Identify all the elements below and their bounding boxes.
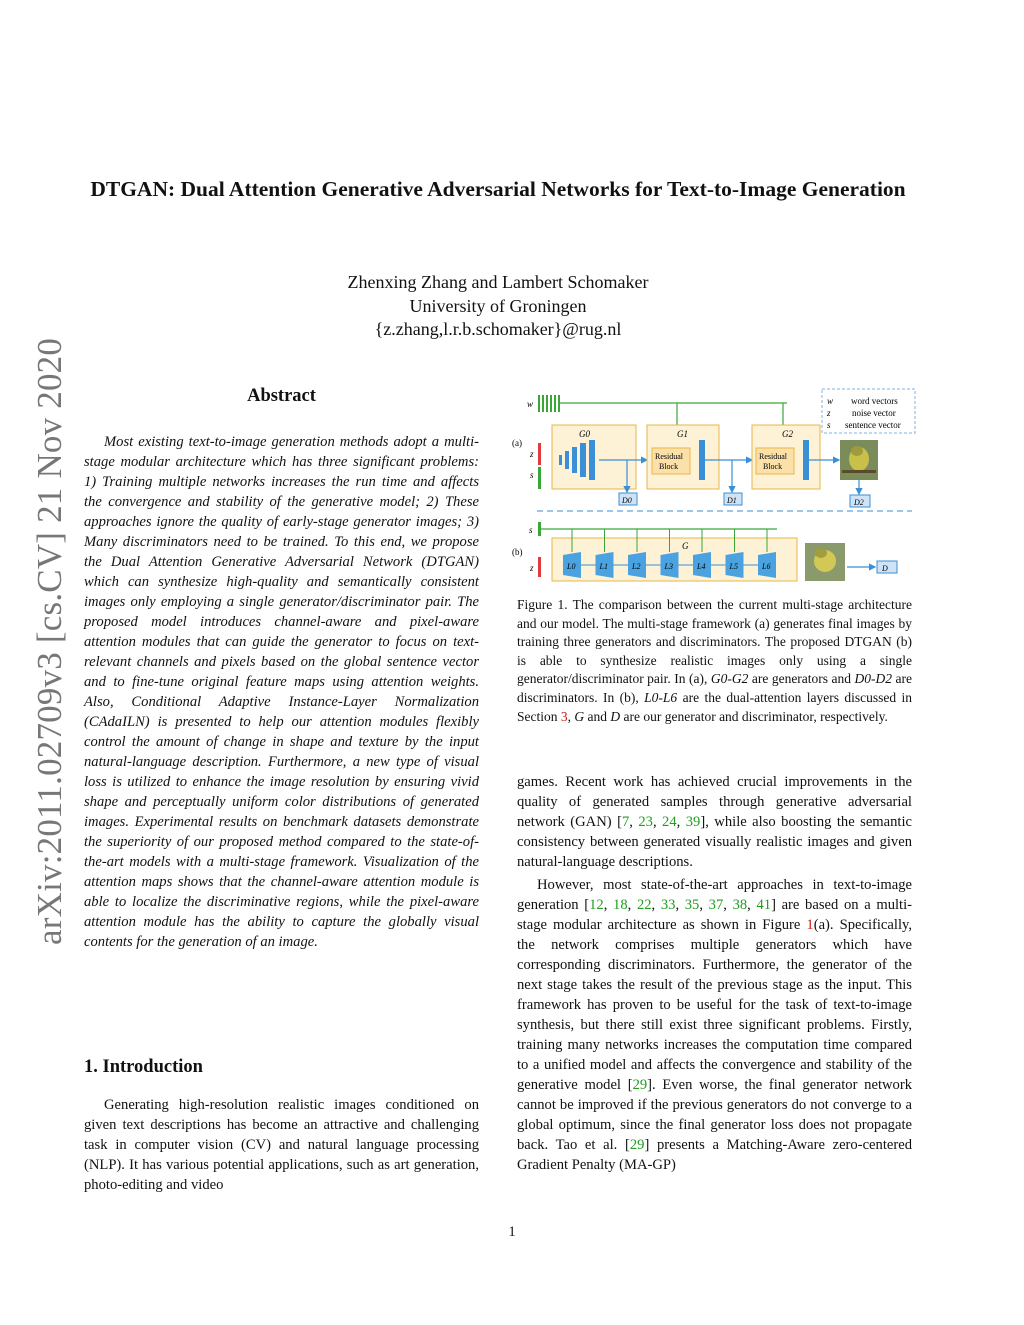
bird-image-b [805,543,845,581]
panel-b-noise-bar [538,557,541,577]
legend-z-text: noise vector [852,408,896,418]
g1-label: G1 [677,429,688,439]
panel-a-label: (a) [512,438,522,448]
page-number: 1 [508,1224,516,1240]
layer-label-3: L3 [664,562,673,571]
legend-s-symbol: s [827,420,831,430]
panel-a-z: z [530,449,534,459]
citation-link[interactable]: 18 [613,897,628,913]
d0-label: D0 [622,496,632,505]
panel-b-z: z [530,563,534,573]
citation-link[interactable]: 38 [732,897,748,913]
citation-link[interactable]: 33 [660,897,676,913]
residual-block-1-text-2: Block [659,462,679,471]
noise-vector-bar [538,443,541,465]
authors: Zhenxing Zhang and Lambert Schomaker [347,272,649,292]
residual-block-1-text: Residual [655,452,683,461]
citation-link[interactable]: 12 [589,897,604,913]
citation-link[interactable]: 24 [662,814,677,830]
author-block [200,271,796,342]
panel-b-label: (b) [512,547,523,557]
panel-b-sentence-bar [538,522,541,536]
affiliation: University of Groningen [409,295,587,316]
layer-label-6: L6 [762,562,771,571]
g2-label: G2 [782,429,793,439]
introduction-paragraph: Generating high-resolution realistic images conditioned on given text descriptions has become an attractive and challenging task in computer vision (CV) and natural language processing (NLP). It has various potential applications, such as art generation, photo-editing and video [84,1097,479,1193]
layer-label-4: L4 [697,562,706,571]
figure-1-caption: Figure 1. The comparison between the current multi-stage architecture and our model. The multi-stage framework (a) generates final images by training three generators and discriminators. The proposed DTGAN (b) is able to synthesize realistic images only using a single generator/discriminator pair. In (a), G0-G2 are generators and D0-D2 are discriminators. In (b), L0-L6 are the dual-attention layers discussed in Section 3, G and D are our generator and discriminator, respectively. [517,597,912,724]
citation-link[interactable]: 41 [756,897,772,913]
d-label: D [882,564,888,573]
citation-link[interactable]: 37 [708,897,724,913]
email[interactable]: {z.zhang,l.r.b.schomaker}@rug.nl [374,319,622,339]
sentence-vector-bar [538,467,541,489]
layer-label-0: L0 [567,562,576,571]
bird-image-a [840,440,878,480]
abstract-text: Most existing text-to-image generation methods adopt a multi-stage modular architecture which has three significant problems: 1) Training multiple networks increases the run time and affects the convergence and stability of the generative model; 2) These approaches ignore the quality of early-stage generator images; 3) Many discriminators need to be trained. To this end, we propose the Dual Attention Generative Adversarial Network (DTGAN) which can synthesize high-quality and semantically consistent images only employing a single generator/discriminator pair. The proposed model introduces channel-aware and pixel-aware attention modules that can guide the generator to focus on text-relevant channels and pixels based on the global sentence vector and to fine-tune original feature maps using attention weights. Also, Conditional Adaptive Instance-Layer Normalization (CAdaILN) is presented to help our attention modules flexibly control the amount of change in shape and texture by the input natural-language description. Furthermore, a new type of visual loss is utilized to enhance the image resolution by ensuring vivid shape and perceptually uniform color distributions of generated images. Experimental results on benchmark datasets demonstrate the superiority of our proposed method compared to the state-of-the-art models with a multi-stage framework. Visualization of the attention maps shows that the channel-aware attention module is able to localize the discriminative regions, while the pixel-aware attention module has the ability to capture the globally visual contents for the generation of an image. [84,434,479,950]
legend-s-text: sentence vector [845,420,901,430]
arxiv-identifier: arXiv:2011.02709v3 [cs.CV] 21 Nov 2020 [30,337,69,945]
layer-label-1: L1 [599,562,608,571]
citation-link[interactable]: 7 [621,814,630,830]
figure-1-link[interactable]: 1 [806,917,814,933]
citation-link[interactable]: 23 [638,814,653,830]
citation-link[interactable]: 39 [685,814,701,830]
citation-link[interactable]: 22 [636,897,652,913]
introduction-heading: 1. Introduction [84,1057,203,1077]
citation-link[interactable]: 35 [684,897,700,913]
panel-a-w: w [527,399,534,409]
g-label: G [682,541,689,551]
panel-b-s: s [529,525,533,535]
citation-link[interactable]: 29 [632,1077,648,1093]
section-3-link[interactable]: 3 [560,708,568,724]
layer-label-2: L2 [632,562,641,571]
g0-label: G0 [579,429,590,439]
paper-title: DTGAN: Dual Attention Generative Adversarial Networks for Text-to-Image Generation [90,177,906,201]
legend-z-symbol: z [827,408,831,418]
panel-a-s: s [530,470,534,480]
residual-block-2-text-2: Block [763,462,783,471]
citation-link[interactable]: 29 [629,1137,645,1153]
residual-block-2-text: Residual [759,452,787,461]
d1-label: D1 [727,496,737,505]
legend-w-symbol: w [827,396,834,406]
layer-label-5: L5 [729,562,738,571]
legend-w-text: word vectors [851,396,898,406]
right-paragraph-1: games. Recent work has achieved crucial improvements in the quality of generated samples through generative adversarial network (GAN) [7, 23, 24, 39], while also boosting the semantic consistency between generated visually realistic images and given natural-language descriptions. [517,774,913,870]
d2-label: D2 [854,498,864,507]
figure-1 [507,385,922,585]
word-vector-bars [538,395,560,412]
right-paragraph-2: However, most state-of-the-art approaches in text-to-image generation [12, 18, 22, 33, 35, 37, 38, 41] are based on a multi-stage modular architecture as shown in Figure 1(a). Specifically, the network comprises multiple generators which have corresponding discriminators. Furthermore, the generator of the next stage takes the result of the previous stage as the input. This framework has proven to be useful for the task of text-to-image synthesis, but there still exist three significant problems. Firstly, training many networks increases the computation time compared to a unified model and affects the convergence and stability of the generative model [29]. Even worse, the final generator network cannot be improved if the previous generators do not converge to a global optimum, since the final generator loss does not propagate back. Tao et al. [29] presents a Matching-Aware zero-centered Gradient Penalty (MA-GP) [517,877,913,1173]
abstract-heading: Abstract [247,386,316,406]
